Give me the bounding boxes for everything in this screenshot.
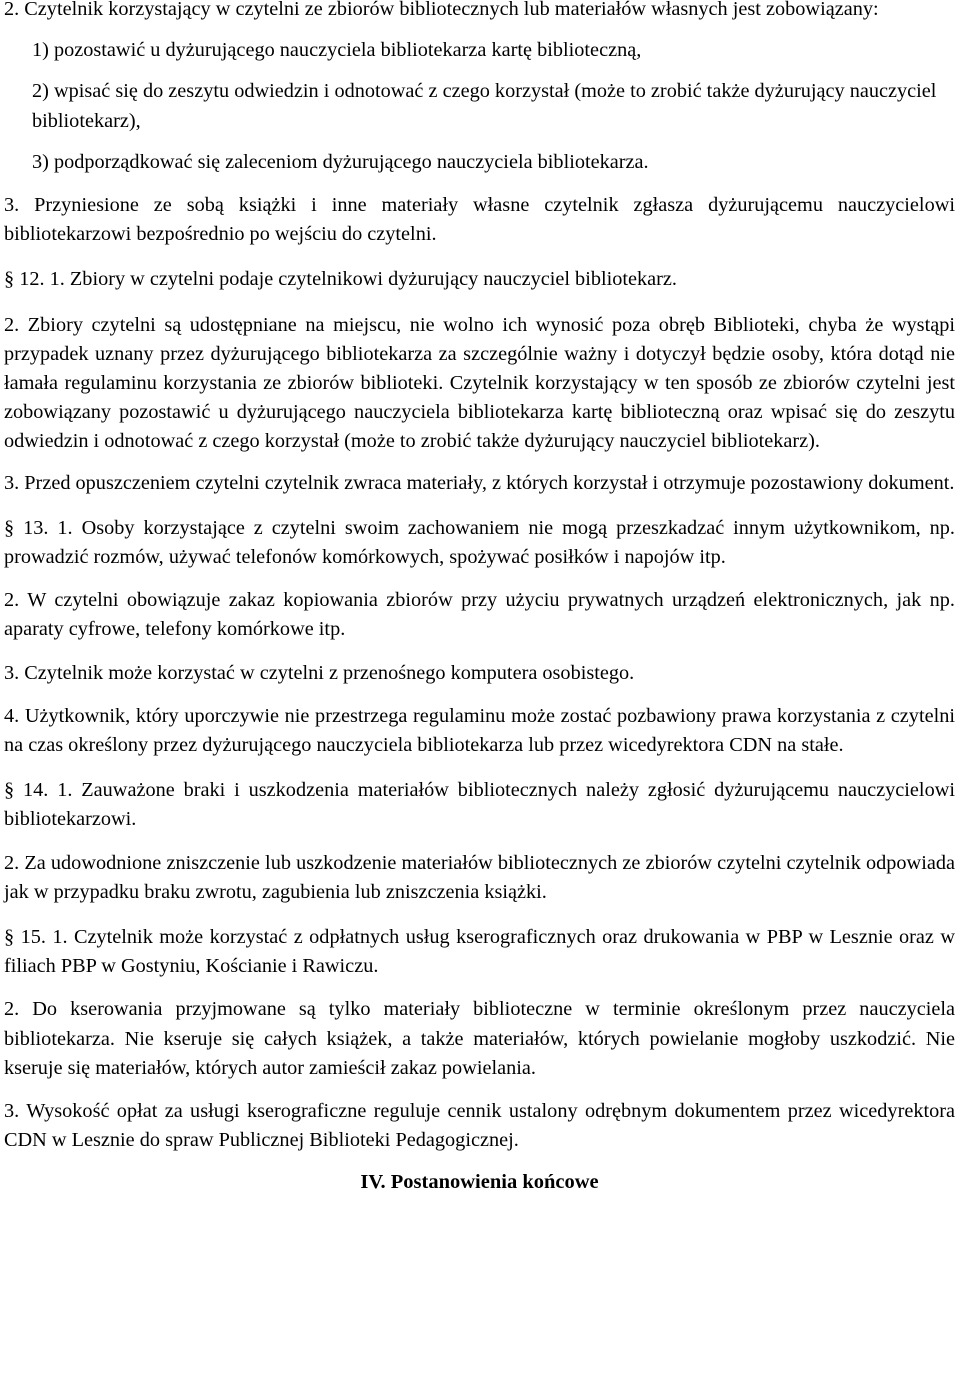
paragraph-2-obligations: 2. Czytelnik korzystający w czytelni ze zbiorów bibliotecznych lub materiałów własnych jest zobowiązany: [4,0,879,20]
section-15-paragraph-2: 2. Do kserowania przyjmowane są tylko materiały biblioteczne w terminie określonym przez nauczyciela bibliotekarza. Nie kseruje się całych książek, a także materiałów, których powielanie mogłoby uszkodzić. Nie kseruje się materiałów, których autor zamieścił zakaz powielania. [4,998,955,1079]
list-item-1: 1) pozostawić u dyżurującego nauczyciela bibliotekarza kartę biblioteczną, [32,39,642,62]
section-13-paragraph-1: § 13. 1. Osoby korzystające z czytelni swoim zachowaniem nie mogą przeszkadzać innym użytkownikom, np. prowadzić rozmów, używać telefonów komórkowych, spożywać posiłków i napojów itp. [4,516,955,569]
section-14-paragraph-2: 2. Za udowodnione zniszczenie lub uszkodzenie materiałów bibliotecznych ze zbiorów czytelni czytelnik odpowiada jak w przypadku braku zwrotu, zagubienia lub zniszczenia książki. [4,851,955,903]
section-12-paragraph-1: § 12. 1. Zbiory w czytelni podaje czytelnikowi dyżurujący nauczyciel bibliotekarz. [4,268,677,291]
list-item-2: 2) wpisać się do zeszytu odwiedzin i odnotować z czego korzystał (może to zrobić także dyżurujący nauczyciel bibliotekarz), [32,80,937,132]
section-13-paragraph-4: 4. Użytkownik, który uporczywie nie przestrzega regulaminu może zostać pozbawiony prawa korzystania z czytelni na czas określony przez dyżurującego nauczyciela bibliotekarza lub przez wicedyrektora CDN na stałe. [4,704,955,757]
section-12-paragraph-2: 2. Zbiory czytelni są udostępniane na miejscu, nie wolno ich wynosić poza obręb Biblioteki, chyba że wystąpi przypadek uznany przez dyżurującego bibliotekarza za szczególnie ważny i dotyczył będzie osoby, która dotąd nie łamała regulaminu korzystania ze zbiorów biblioteki. Czytelnik korzystający w ten sposób ze zbiorów czytelni jest zobowiązany pozostawić u dyżurującego nauczyciela bibliotekarza kartę biblioteczną oraz wpisać się do zeszytu odwiedzin i odnotować z czego korzystał (może to zrobić także dyżurujący nauczyciel bibliotekarz). [4,313,955,453]
section-15-paragraph-1: § 15. 1. Czytelnik może korzystać z odpłatnych usług kserograficznych oraz drukowania w PBP w Lesznie oraz w filiach PBP w Gostyniu, Kościanie i Rawiczu. [4,926,955,978]
list-item-3: 3) podporządkować się zaleceniom dyżurującego nauczyciela bibliotekarza. [32,150,649,173]
section-13-paragraph-3: 3. Czytelnik może korzystać w czytelni z przenośnego komputera osobistego. [4,661,635,684]
section-15-paragraph-3: 3. Wysokość opłat za usługi kserograficzne reguluje cennik ustalony odrębnym dokumentem przez wicedyrektora CDN w Lesznie do spraw Publicznej Biblioteki Pedagogicznej. [4,1100,955,1152]
section-13-paragraph-2: 2. W czytelni obowiązuje zakaz kopiowania zbiorów przy użyciu prywatnych urządzeń elektronicznych, jak np. aparaty cyfrowe, telefony komórkowe itp. [4,589,955,641]
section-14-paragraph-1: § 14. 1. Zauważone braki i uszkodzenia materiałów bibliotecznych należy zgłosić dyżurującemu nauczycielowi bibliotekarzowi. [4,779,955,831]
paragraph-3-own-materials: 3. Przyniesione ze sobą książki i inne materiały własne czytelnik zgłasza dyżurującemu nauczycielowi bibliotekarzowi bezpośrednio po wejściu do czytelni. [4,194,955,246]
section-title-final-provisions: IV. Postanowienia końcowe [360,1170,599,1193]
section-12-paragraph-3: 3. Przed opuszczeniem czytelni czytelnik zwraca materiały, z których korzystał i otrzymuje pozostawiony dokument. [4,471,955,494]
